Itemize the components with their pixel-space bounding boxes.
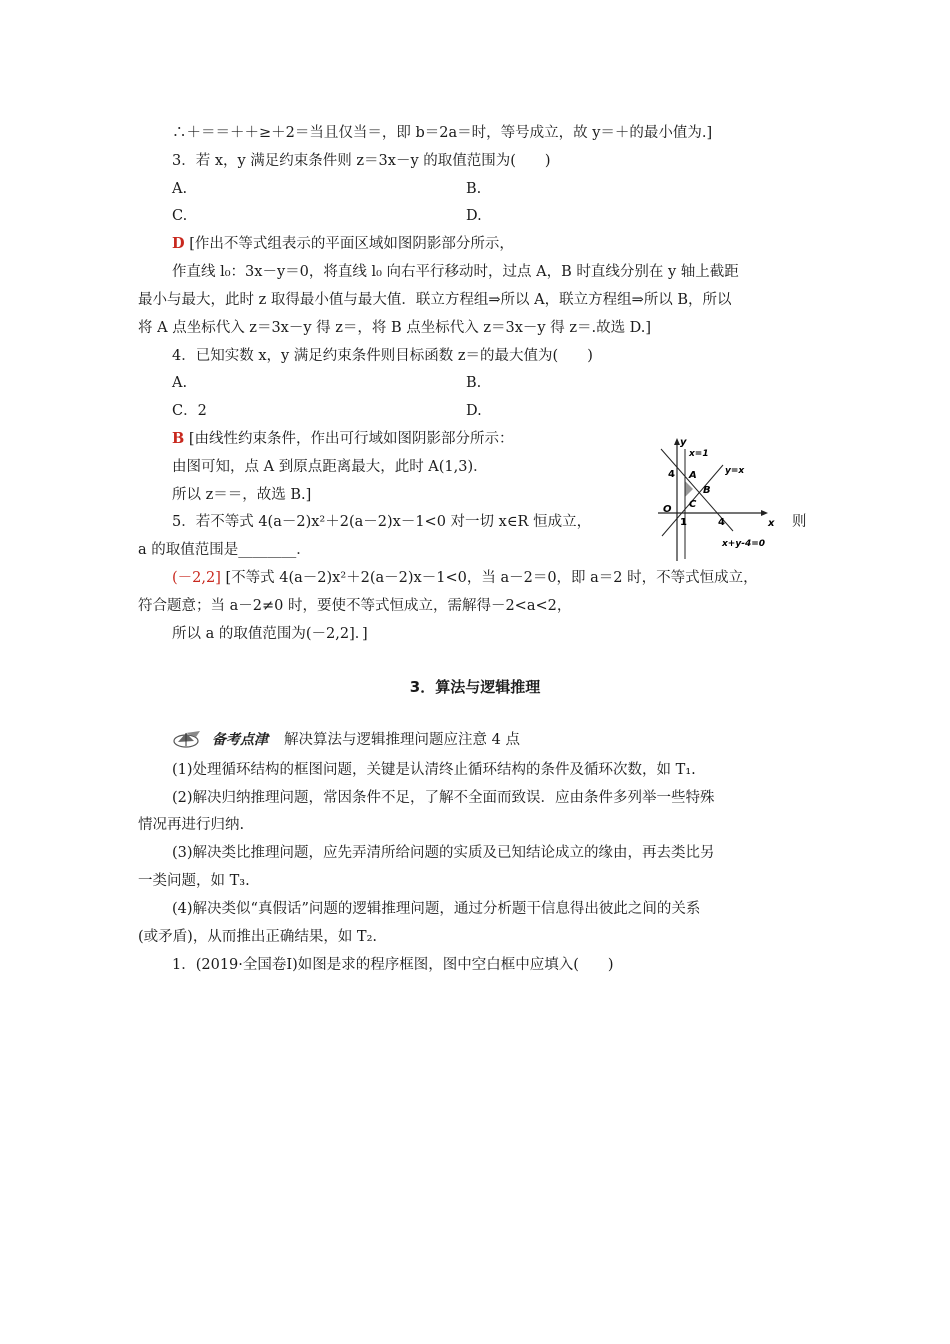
tick-y-4: 4 (668, 469, 675, 480)
feasible-region-figure (656, 435, 786, 565)
tip-title: 解决算法与逻辑推理问题应注意 4 点 (284, 732, 520, 748)
point-b-label: B (703, 485, 711, 496)
q3-answer-line-3: 最小与最大，此时 z 取得最小值与最大值．联立方程组⇒所以 A，联立方程组⇒所以 B，所以 (138, 292, 732, 308)
q5-answer-line-2: 符合题意；当 a－2≠0 时，要使不等式恒成立，需解得－2<a<2， (138, 598, 572, 614)
q5-answer-line-3: 所以 a 的取值范围为(－2,2]．] (172, 626, 368, 642)
q4-answer-line-1 (172, 429, 514, 449)
label-x-plus-y-4: x+y-4=0 (722, 539, 766, 549)
question-5-line-1: 5．若不等式 4(a－2)x²＋2(a－2)x－1<0 对一切 x∈R 恒成立， (172, 514, 592, 530)
line-prev-conclusion: ∴＋＝＝＋＋≥＋2＝当且仅当＝，即 b＝2a＝时，等号成立，故 y＝＋的最小值为.] (172, 125, 713, 141)
question-3: 3．若 x，y 满足约束条件则 z＝3x－y 的取值范围为( ) (172, 153, 551, 169)
question-5-line-2: a 的取值范围是________． (138, 542, 311, 558)
tip-badge-label: 备考点津 (212, 731, 268, 748)
tip-header (172, 728, 520, 749)
label-y-eq-x: y=x (725, 466, 745, 476)
label-x-eq-1: x=1 (689, 449, 709, 459)
q3-answer-line-4: 将 A 点坐标代入 z＝3x－y 得 z＝，将 B 点坐标代入 z＝3x－y 得 z＝.故选 D.] (138, 320, 652, 336)
tip-4-line-1: (4)解决类似“真假话”问题的逻辑推理问题，通过分析题干信息得出彼此之间的关系 (172, 901, 701, 917)
tip-2-line-2: 情况再进行归纳. (138, 817, 245, 833)
section-heading: 3．算法与逻辑推理 (409, 678, 541, 696)
q4-answer-line-3: 所以 z＝＝，故选 B.] (172, 487, 312, 503)
q3-answer-text-1: [作出不等式组表示的平面区域如图阴影部分所示， (189, 236, 514, 252)
flag-badge-icon (172, 729, 206, 749)
q4-option-a: A. (172, 375, 188, 391)
q3-option-d: D. (466, 208, 482, 224)
x-axis-label: x (768, 518, 775, 529)
point-a-label: A (689, 470, 697, 481)
q3-answer-mark: D (172, 235, 185, 252)
q3-answer-line-1 (172, 234, 514, 254)
tip-2-line-1: (2)解决归纳推理问题，常因条件不足，了解不全面而致误．应由条件多列举一些特殊 (172, 790, 715, 806)
point-c-label: C (689, 499, 697, 510)
q4-option-d: D. (466, 403, 482, 419)
q4-option-c: C．2 (172, 403, 207, 419)
q3-option-b: B. (466, 181, 482, 197)
tip-3-line-1: (3)解决类比推理问题，应先弄清所给问题的实质及已知结论成立的缘由，再去类比另 (172, 845, 715, 861)
q3-answer-line-2: 作直线 l₀：3x－y＝0，将直线 l₀ 向右平行移动时，过点 A，B 时直线分别在 y 轴上截距 (172, 264, 739, 280)
q3-option-c: C. (172, 208, 188, 224)
origin-label: O (663, 504, 672, 515)
q5-answer-mark: (－2,2] (172, 570, 221, 586)
tick-x-1: 1 (680, 517, 687, 528)
q4-answer-mark: B (172, 430, 185, 447)
question-1-next: 1．(2019·全国卷Ⅰ)如图是求的程序框图，图中空白框中应填入( ) (172, 957, 614, 973)
question-5-then: 则 (792, 514, 807, 530)
y-axis-label: y (680, 437, 687, 448)
tip-3-line-2: 一类问题，如 T₃. (138, 873, 250, 889)
q5-answer-text-1: [不等式 4(a－2)x²＋2(a－2)x－1<0，当 a－2＝0，即 a＝2 时，不等式恒成立， (225, 570, 758, 586)
tip-1: (1)处理循环结构的框图问题，关键是认清终止循环结构的条件及循环次数，如 T₁. (172, 762, 696, 778)
q3-option-a: A. (172, 181, 188, 197)
q4-option-b: B. (466, 375, 482, 391)
x-axis-arrow (761, 510, 768, 516)
q4-answer-text-1: [由线性约束条件，作出可行域如图阴影部分所示： (188, 431, 514, 447)
tick-x-4: 4 (718, 517, 725, 528)
question-4: 4．已知实数 x，y 满足约束条件则目标函数 z＝的最大值为( ) (172, 348, 593, 364)
q5-answer-line-1 (172, 568, 758, 588)
q4-answer-line-2: 由图可知，点 A 到原点距离最大，此时 A(1,3)． (172, 459, 488, 475)
tip-4-line-2: (或矛盾)，从而推出正确结果，如 T₂. (138, 929, 378, 945)
